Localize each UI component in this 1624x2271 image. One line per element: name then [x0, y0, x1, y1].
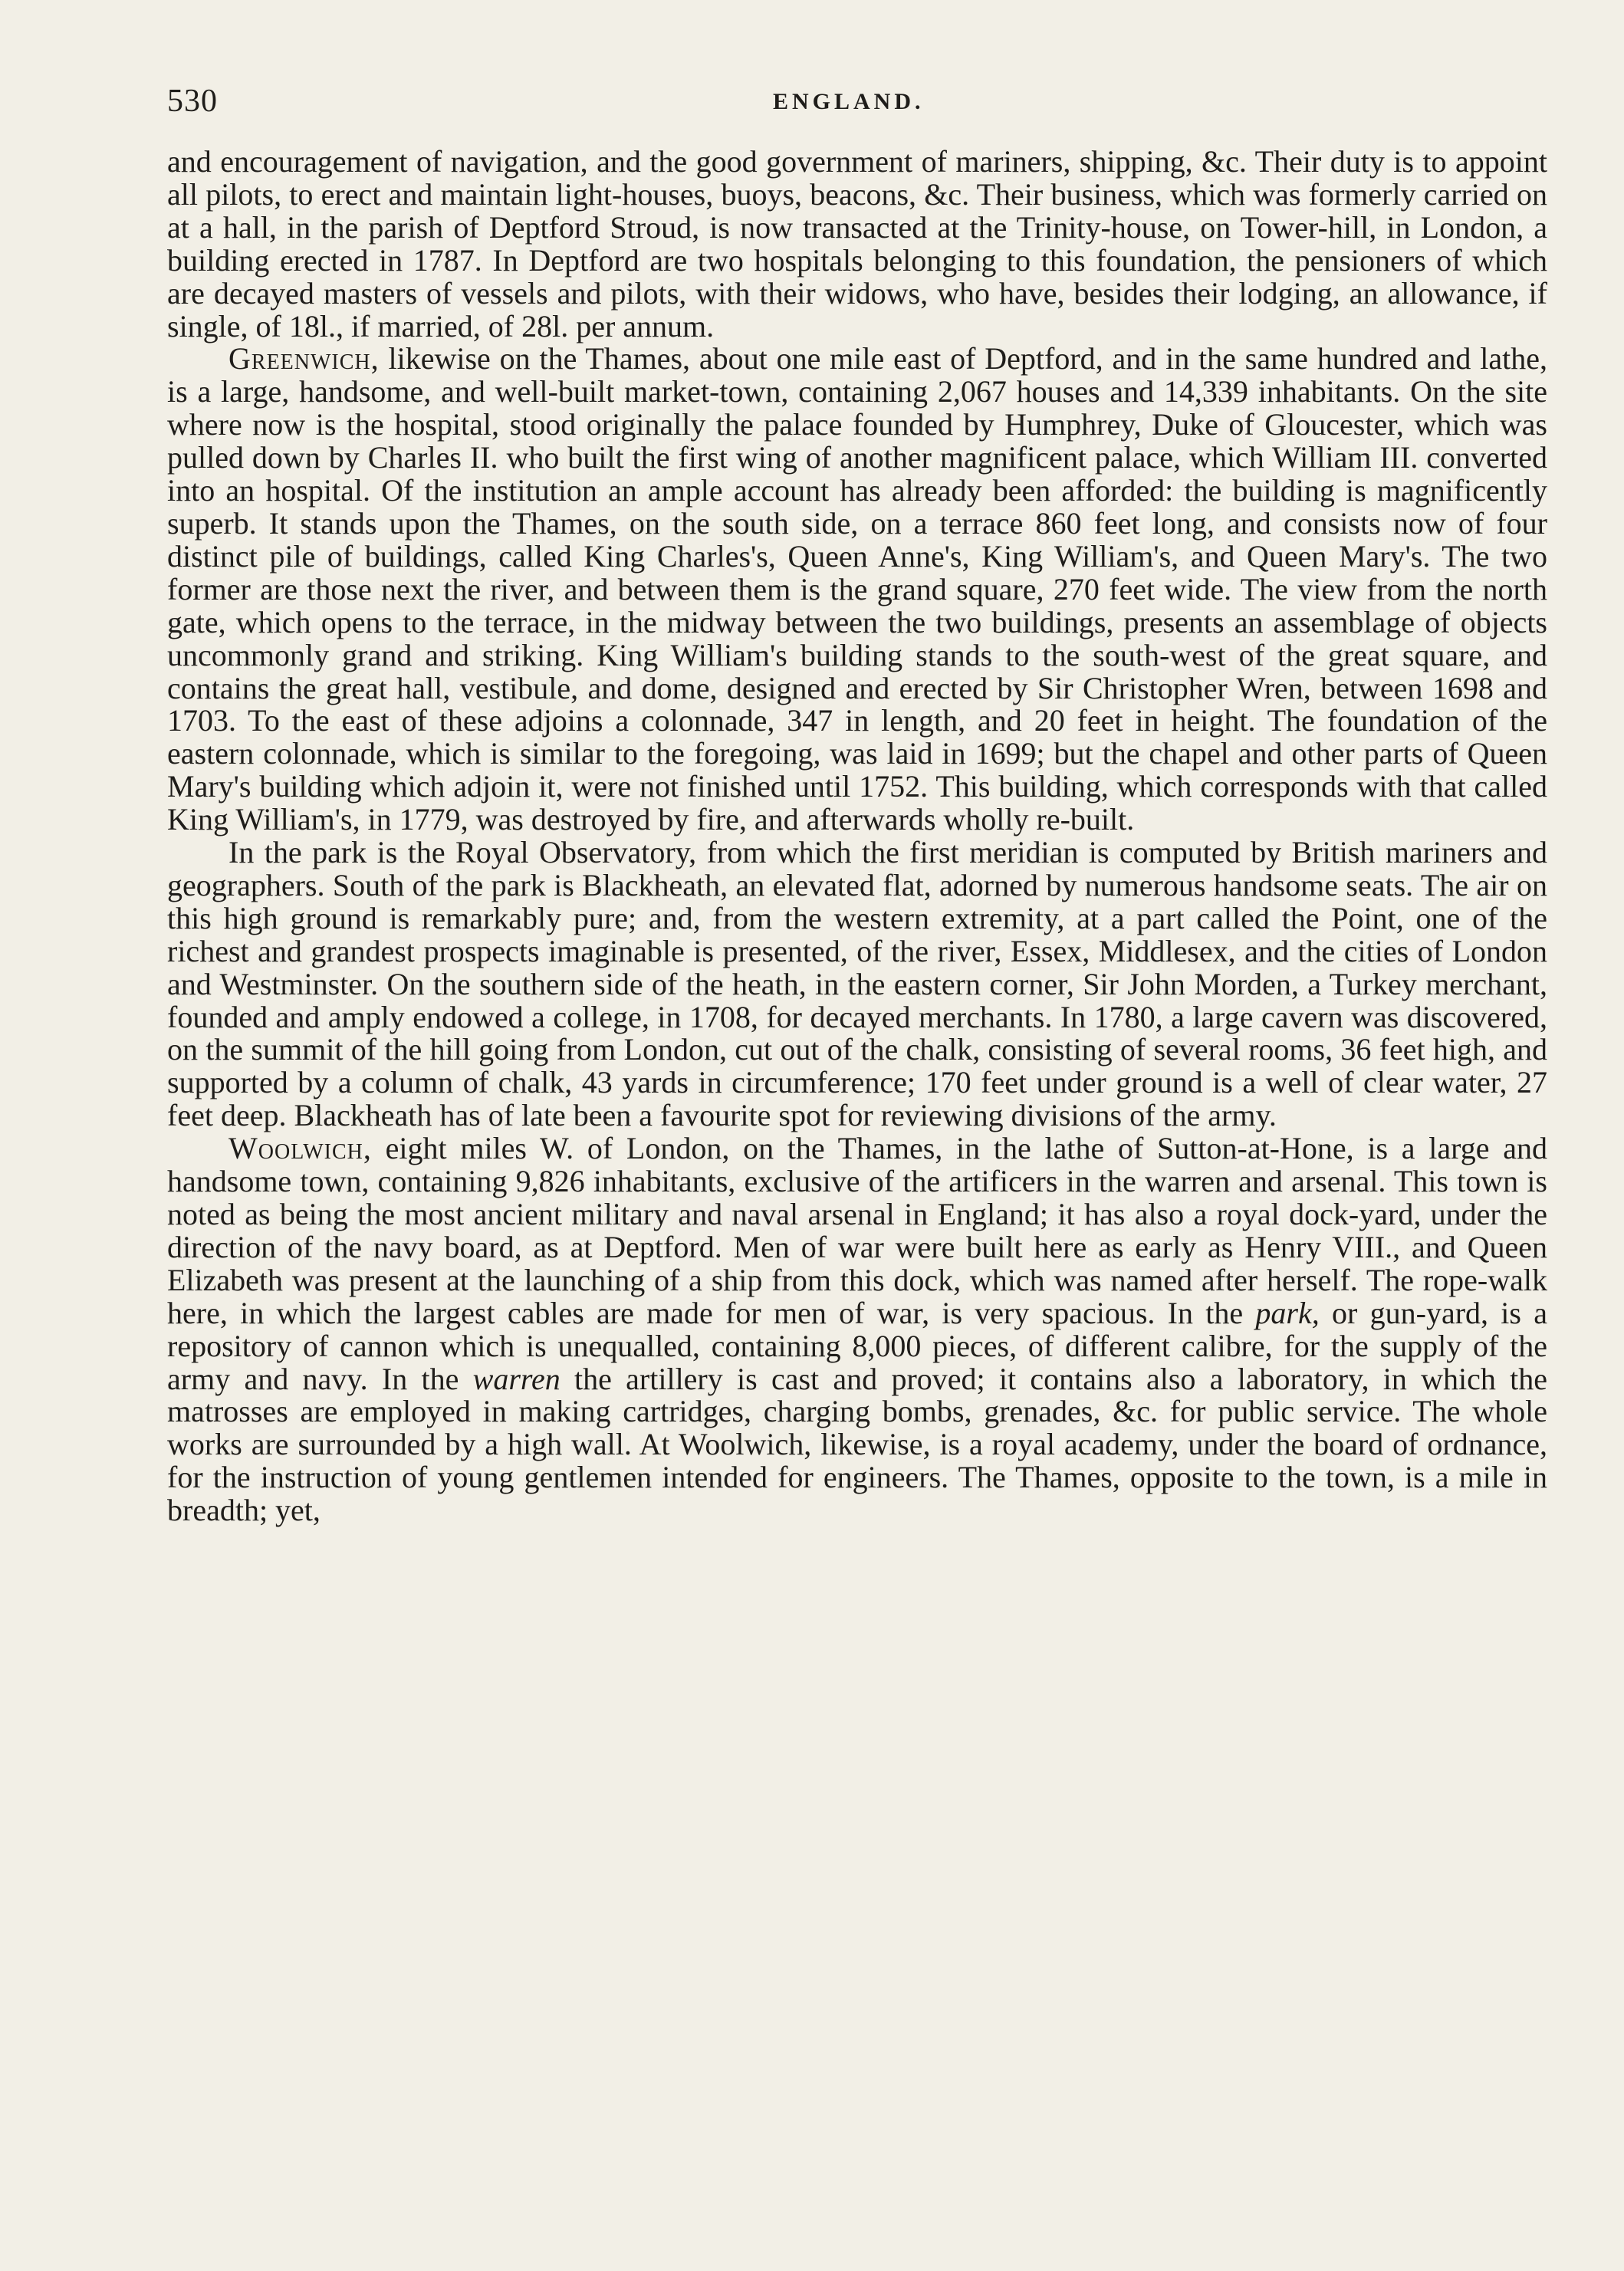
paragraph-text: eight miles W. of London, on the Thames, in the lathe of Sutton-at-Hone, is a large and handsome town, containing 9,826 inhabitants, exclusive of the artificers in the warren and arsenal. This town is noted as being the most ancient military and naval arsenal in England; it has also a royal dock-yard, under the direction of the navy board, as at Deptford. Men of war were built here as early as Henry VIII., and Queen Elizabeth was present at the launching of a ship from this dock, which was named after herself. The rope-walk here, in which the largest cables are made for men of war, is very spacious. In the — [167, 1131, 1548, 1330]
italic-term-park: park, — [1255, 1295, 1320, 1330]
paragraph-text: and encouragement of navigation, and the good government of mariners, shipping, &c. Their duty is to appoint all pilots, to erect and maintain light-houses, buoys, beacons, &c. Their business, which was formerly carried on at a hall, in the parish of Deptford Stroud, is now transacted at the Trinity-house, on Tower-hill, in London, a building erected in 1787. In Deptford are two hospitals belonging to this foundation, the pensioners of which are decayed masters of vessels and pilots, with their widows, who have, besides their lodging, an allowance, if single, of 18l., if married, of 28l. per annum. — [167, 144, 1547, 343]
running-title: ENGLAND. — [773, 89, 925, 114]
paragraph-text: the artillery is cast and proved; it contains also a laboratory, in which the matrosses are employed in making cartridges, charging bombs, grenades, &c. for public service. The whole works are surrounded by a high wall. At Woolwich, likewise, is a royal academy, under the board of ordnance, for the instruction of young gentlemen intended for engineers. The Thames, opposite to the town, is a mile in breadth; yet, — [167, 1361, 1548, 1528]
running-head — [167, 83, 1547, 129]
paragraph-woolwich — [167, 1132, 1547, 1527]
paragraph-text: likewise on the Thames, about one mile east of Deptford, and in the same hundred and lathe, is a large, handsome, and well-built market-town, containing 2,067 houses and 14,339 inhabitants. On the site where now is the hospital, stood originally the palace founded by Humphrey, Duke of Gloucester, which was pulled down by Charles II. who built the first wing of another magnificent palace, which William III. converted into an hospital. Of the institution an ample account has already been afforded: the building is magnificently superb. It stands upon the Thames, on the south side, on a terrace 860 feet long, and consists now of four distinct pile of buildings, called King Charles's, Queen Anne's, King William's, and Queen Mary's. The two former are those next the river, and between them is the grand square, 270 feet wide. The view from the north gate, which opens to the terrace, in the midway between the two buildings, presents an assemblage of objects uncommonly grand and striking. King William's building stands to the south-west of the great square, and contains the great hall, vestibule, and dome, designed and erected by Sir Christopher Wren, between 1698 and 1703. To the east of these adjoins a colonnade, 347 in length, and 20 feet in height. The foundation of the eastern colonnade, which is similar to the foregoing, was laid in 1699; but the chapel and other parts of Queen Mary's building which adjoin it, were not finished until 1752. This building, which corresponds with that called King William's, in 1779, was destroyed by fire, and afterwards wholly re-built. — [167, 341, 1548, 837]
place-name-woolwich: Woolwich, — [228, 1131, 372, 1166]
paragraph-text: or gun-yard, is a repository of cannon which is unequalled, containing 8,000 pieces, of different calibre, for the supply of the army and navy. In the — [167, 1295, 1548, 1396]
body-text — [167, 146, 1547, 1527]
italic-term-warren: warren — [472, 1361, 561, 1396]
place-name-greenwich: Greenwich, — [228, 341, 380, 376]
paragraph-blackheath — [167, 836, 1547, 1132]
page-number: 530 — [167, 84, 218, 119]
paragraph-text: In the park is the Royal Observatory, from which the first meridian is computed by British mariners and geographers. South of the park is Blackheath, an elevated flat, adorned by numerous handsome seats. The air on this high ground is remarkably pure; and, from the western extremity, at a part called the Point, one of the richest and grandest prospects imaginable is presented, of the river, Essex, Middlesex, and the cities of London and Westminster. On the southern side of the heath, in the eastern corner, Sir John Morden, a Turkey merchant, founded and amply endowed a college, in 1708, for decayed merchants. In 1780, a large cavern was discovered, on the summit of the hill going from London, cut out of the chalk, consisting of several rooms, 36 feet high, and supported by a column of chalk, 43 yards in circumference; 170 feet under ground is a well of clear water, 27 feet deep. Blackheath has of late been a favourite spot for reviewing divisions of the army. — [167, 835, 1547, 1133]
paragraph-trinity-house — [167, 146, 1547, 343]
paragraph-greenwich — [167, 343, 1547, 836]
